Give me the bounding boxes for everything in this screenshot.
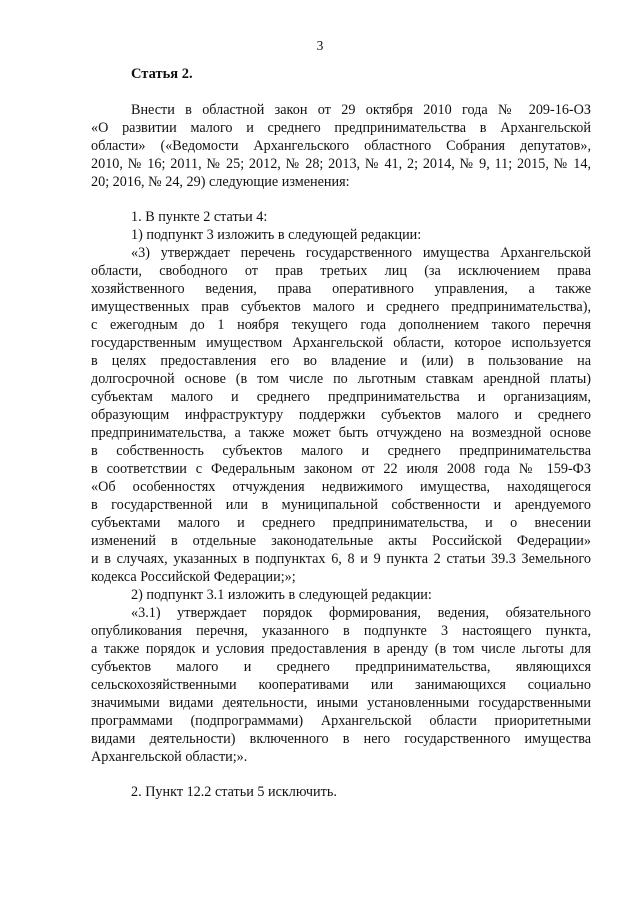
text-line: Внести в областной закон от 29 октября 2010 года № 209-16-ОЗ	[131, 102, 591, 118]
text-line: области» («Ведомости Архангельского областного Собрания депутатов»,	[91, 138, 591, 154]
text-line: программами (подпрограммами) Архангельской области приоритетными	[91, 713, 591, 729]
text-line: опубликования перечня, указанного в подпункте 3 настоящего пункта,	[91, 623, 591, 639]
text-line: «О развитии малого и среднего предпринимательства в Архангельской	[91, 120, 591, 136]
page-number: 3	[316, 38, 324, 53]
text-line: 1) подпункт 3 изложить в следующей редакции:	[131, 227, 422, 243]
text-line: и в случаях, указанных в подпунктах 6, 8 и 9 пункта 2 статьи 39.3 Земельного	[91, 551, 591, 567]
text-line: предпринимательства, а также может быть отчуждено на возмездной основе	[91, 425, 591, 441]
text-line: сельскохозяйственными кооперативами или занимающихся социально	[91, 677, 591, 693]
text-line: изменений в отдельные законодательные акты Российской Федерации»	[91, 533, 591, 549]
text-line: в целях предоставления его во владение и (или) в пользование на	[91, 353, 591, 369]
text-line: области, свободного от прав третьих лиц (за исключением права	[91, 263, 591, 279]
text-line: значимыми видами деятельности, иными установленными государственными	[91, 695, 591, 711]
text-line: в собственность субъектов малого и среднего предпринимательства	[91, 443, 591, 459]
text-line: «3) утверждает перечень государственного имущества Архангельской	[131, 245, 591, 261]
text-line: 2. Пункт 12.2 статьи 5 исключить.	[131, 784, 337, 800]
text-line: Архангельской области;».	[91, 749, 248, 765]
text-line: государственным имуществом Архангельской области, которое используется	[91, 335, 591, 351]
text-line: в государственной или в муниципальной собственности и арендуемого	[91, 497, 591, 513]
text-line: долгосрочной основе (в том числе по льготным ставкам арендной платы)	[91, 371, 591, 387]
text-line: 2010, № 16; 2011, № 25; 2012, № 28; 2013, № 41, 2; 2014, № 9, 11; 2015, № 14,	[91, 156, 591, 172]
text-line: в соответствии с Федеральным законом от 22 июля 2008 года № 159-ФЗ	[91, 461, 591, 477]
text-line: видами деятельности) включенного в него государственного имущества	[91, 731, 591, 747]
text-line: субъектов малого и среднего предпринимательства, являющихся	[91, 659, 591, 675]
text-line: субъектам малого и среднего предпринимательства и организациям,	[91, 389, 591, 405]
text-line: образующим инфраструктуру поддержки субъектов малого и среднего	[91, 407, 591, 423]
text-line: 1. В пункте 2 статьи 4:	[131, 209, 268, 225]
text-line: хозяйственного ведения, права оперативного управления, а также	[91, 281, 591, 297]
text-line: а также порядок и условия предоставления в аренду (в том числе льготы для	[91, 641, 591, 657]
text-line: 20; 2016, № 24, 29) следующие изменения:	[91, 174, 350, 190]
article-title: Статья 2.	[131, 66, 193, 82]
text-line: с ежегодным до 1 ноября текущего года дополнением такого перечня	[91, 317, 591, 333]
text-line: имущественных прав субъектов малого и среднего предпринимательства),	[91, 299, 591, 315]
text-line: кодекса Российской Федерации;»;	[91, 569, 296, 585]
text-line: субъектами малого и среднего предпринимательства, и о внесении	[91, 515, 591, 531]
text-line: «Об особенностях отчуждения недвижимого имущества, находящегося	[91, 479, 591, 495]
text-line: «3.1) утверждает порядок формирования, ведения, обязательного	[131, 605, 591, 621]
text-line: 2) подпункт 3.1 изложить в следующей редакции:	[131, 587, 432, 603]
